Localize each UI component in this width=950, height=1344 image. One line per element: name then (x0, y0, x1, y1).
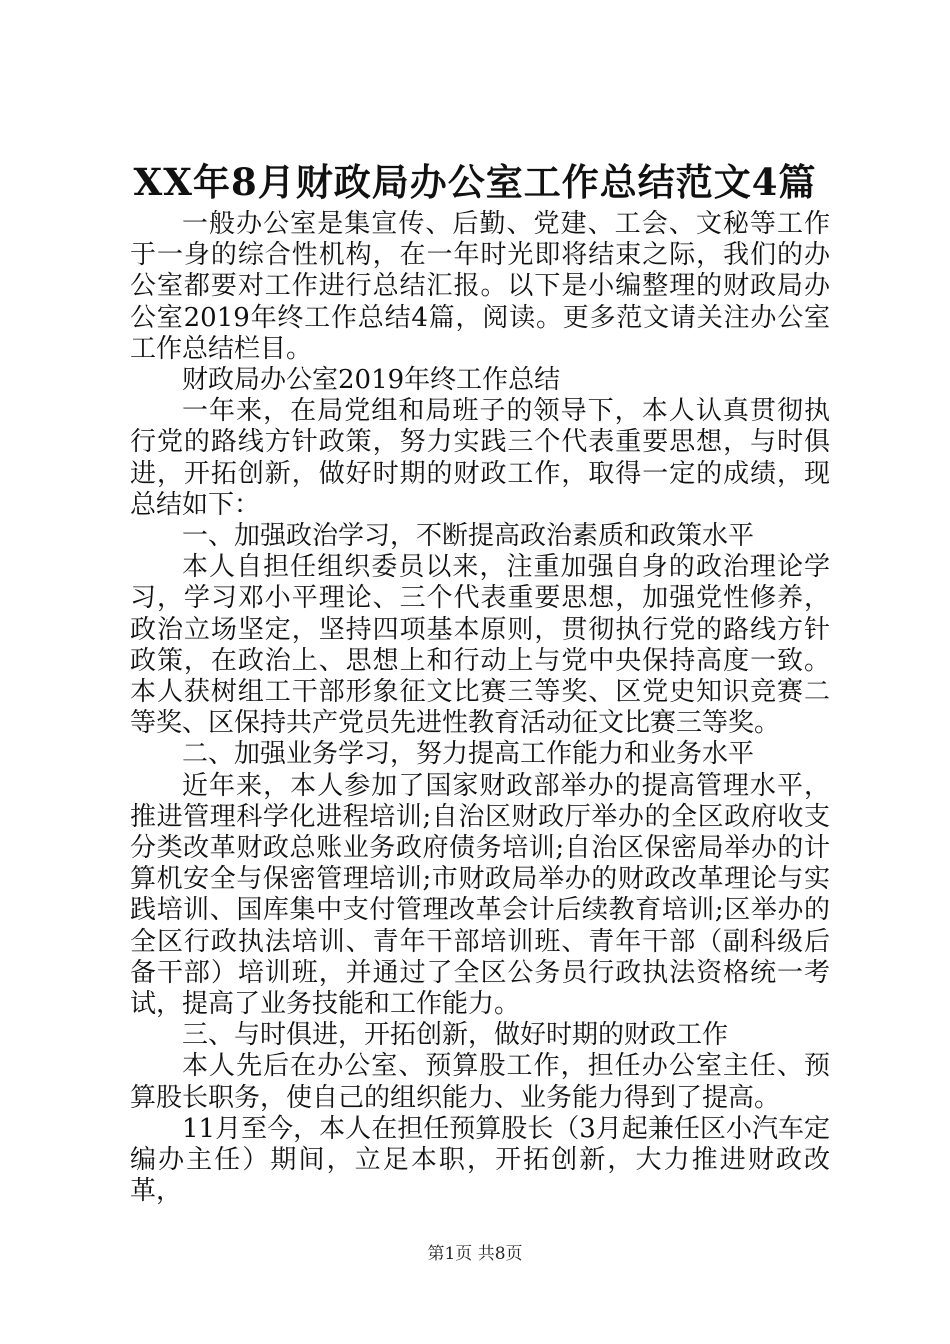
section-heading-3: 三、与时俱进，开拓创新，做好时期的财政工作 (182, 1020, 729, 1051)
page-footer: 第1页 共8页 (427, 1244, 523, 1264)
document-title: XX年8月财政局办公室工作总结范文4篇 (133, 160, 817, 204)
section-3-paragraph-2: 11月至今，本人在担任预算股长（3月起兼任区小汽车定编办主任）期间，立足本职，开拓创新，大力推进财政改革， (130, 1113, 830, 1207)
section-heading-2: 二、加强业务学习，努力提高工作能力和业务水平 (182, 739, 755, 770)
overview-paragraph: 一年来，在局党组和局班子的领导下，本人认真贯彻执行党的路线方针政策，努力实践三个代表重要思想，与时俱进，开拓创新，做好时期的财政工作，取得一定的成绩，现总结如下： (130, 396, 830, 520)
section-2-paragraph: 近年来，本人参加了国家财政部举办的提高管理水平，推进管理科学化进程培训;自治区财政厅举办的全区政府收支分类改革财政总账业务政府债务培训;自治区保密局举办的计算机安全与保密管理培训;市财政局举办的财政改革理论与实践培训、国库集中支付管理改革会计后续教育培训;区举办的全区行政执法培训、青年干部培训班、青年干部（副科级后备干部）培训班，并通过了全区公务员行政执法资格统一考试，提高了业务技能和工作能力。 (130, 770, 830, 1020)
intro-paragraph: 一般办公室是集宣传、后勤、党建、工会、文秘等工作于一身的综合性机构，在一年时光即将结束之际，我们的办公室都要对工作进行总结汇报。以下是小编整理的财政局办公室2019年终工作总结4篇，阅读。更多范文请关注办公室工作总结栏目。 (130, 209, 830, 364)
section-subtitle: 财政局办公室2019年终工作总结 (182, 365, 561, 396)
section-3-paragraph-1: 本人先后在办公室、预算股工作，担任办公室主任、预算股长职务，使自己的组织能力、业务能力得到了提高。 (130, 1051, 830, 1113)
section-heading-1: 一、加强政治学习，不断提高政治素质和政策水平 (182, 521, 755, 552)
document-body (130, 209, 830, 1208)
section-1-paragraph: 本人自担任组织委员以来，注重加强自身的政治理论学习，学习邓小平理论、三个代表重要思想，加强党性修养，政治立场坚定，坚持四项基本原则，贯彻执行党的路线方针政策，在政治上、思想上和行动上与党中央保持高度一致。本人获树组工干部形象征文比赛三等奖、区党史知识竞赛二等奖、区保持共产党员先进性教育活动征文比赛三等奖。 (130, 552, 830, 739)
